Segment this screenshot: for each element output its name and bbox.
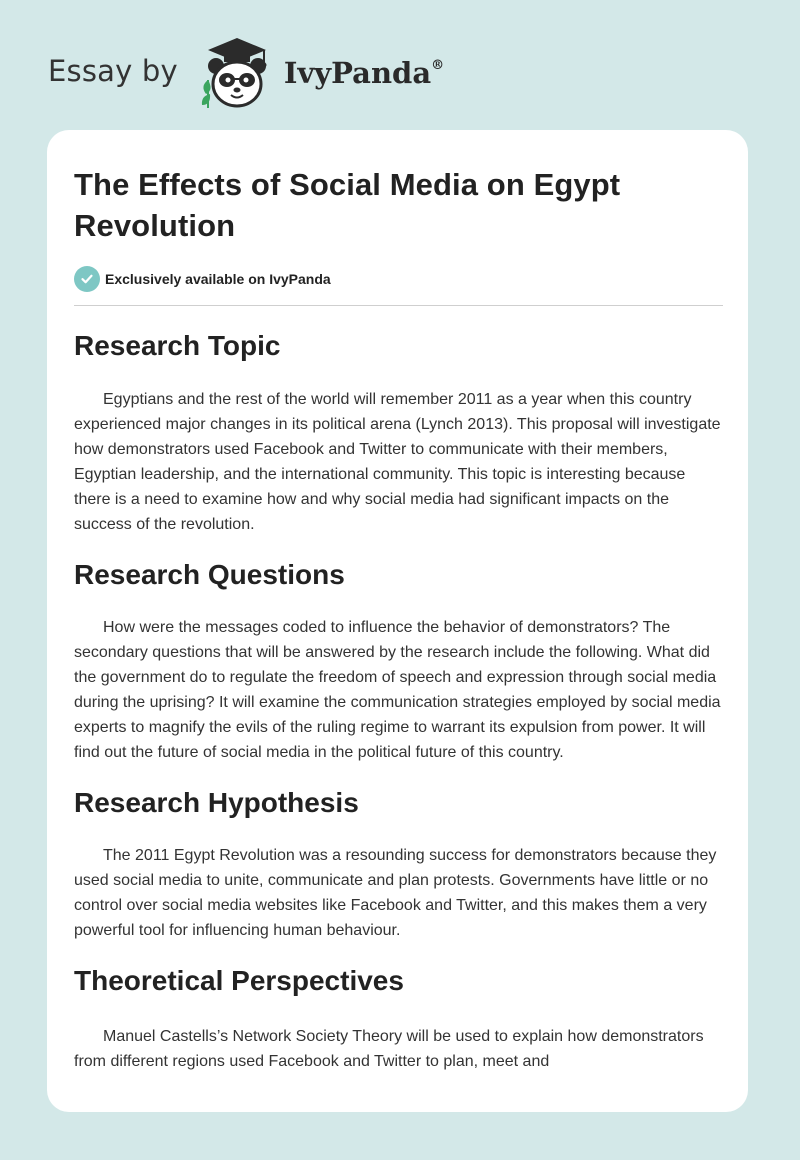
brand-name[interactable]: IvyPanda®	[283, 56, 445, 90]
page-title: The Effects of Social Media on Egypt Revolution	[74, 167, 621, 243]
section-research-questions	[74, 557, 722, 765]
exclusive-badge	[74, 266, 722, 292]
check-icon	[74, 266, 100, 292]
section-heading: Research Hypothesis	[74, 787, 359, 818]
section-paragraph: How were the messages coded to influence the behavior of demonstrators? The secondary questions that will be answered by the research include the following. What did the government do to regulate the freedom of speech and expression through social media during the uprising? It will examine the communication strategies employed by social media experts to magnify the evils of the ruling regime to warrant its expulsion from power. It will find out the future of social media in the political future of this country.	[74, 619, 721, 761]
divider	[74, 305, 723, 306]
section-research-topic	[74, 328, 722, 537]
site-header	[48, 36, 444, 112]
ivypanda-logo-icon[interactable]	[194, 36, 280, 112]
section-heading: Research Questions	[74, 559, 345, 590]
section-research-hypothesis	[74, 785, 722, 943]
section-paragraph: The 2011 Egypt Revolution was a resounding success for demonstrators because they used social media to unite, communicate and plan protests. Governments have little or no control over social media websites like Facebook and Twitter, and this makes them a very powerful tool for influencing human behaviour.	[74, 847, 717, 939]
section-theoretical-perspectives	[74, 963, 722, 1074]
section-paragraph: Manuel Castells’s Network Society Theory will be used to explain how demonstrators from different regions used Facebook and Twitter to plan, meet and	[74, 1028, 704, 1070]
section-heading: Research Topic	[74, 330, 281, 361]
section-heading: Theoretical Perspectives	[74, 965, 404, 996]
essay-by-label: Essay by	[48, 54, 178, 88]
registered-mark: ®	[431, 58, 445, 73]
article-card	[47, 130, 748, 1112]
section-paragraph: Egyptians and the rest of the world will remember 2011 as a year when this country experienced major changes in its political arena (Lynch 2013). This proposal will investigate how demonstrators used Facebook and Twitter to communicate with their members, Egyptian leadership, and the international community. This topic is interesting because there is a need to examine how and why social media had significant impacts on the success of the revolution.	[74, 391, 721, 533]
badge-label: Exclusively available on IvyPanda	[105, 271, 331, 287]
